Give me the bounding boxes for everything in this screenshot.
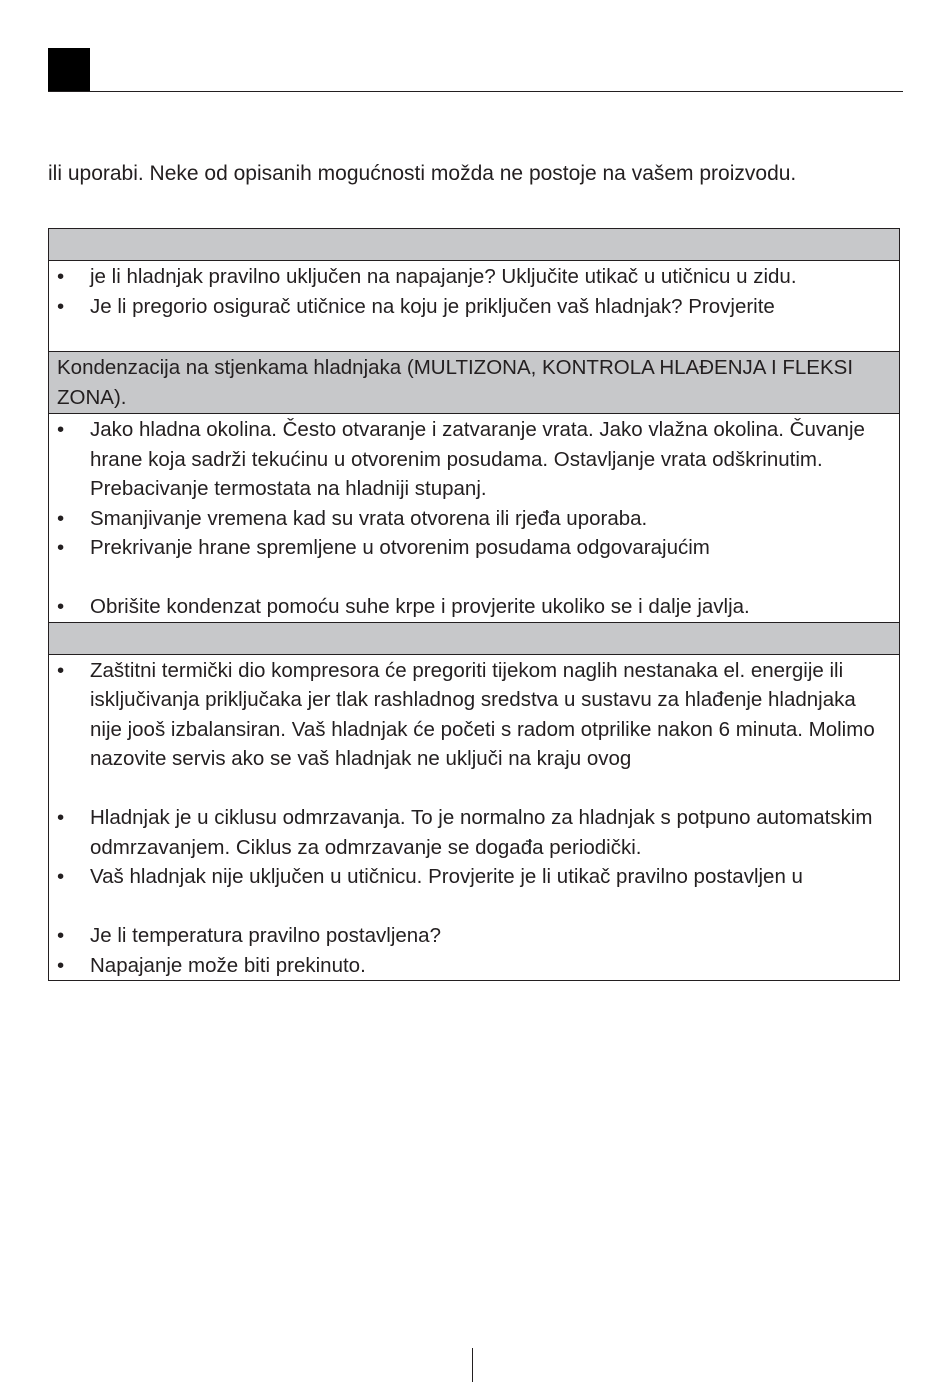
bullet: • [57, 953, 65, 977]
bullet: • [57, 294, 65, 318]
bullet: • [57, 806, 65, 829]
bullet: • [57, 924, 65, 947]
bullet: • [57, 418, 65, 441]
bullet: • [57, 658, 65, 682]
list-item-text: Vaš hladnjak nije uključen u utičnicu. Provjerite je li utikač pravilno postavljen u [90, 865, 803, 888]
list-item-text: Je li temperatura pravilno postavljena? [90, 924, 441, 947]
bullet: • [57, 595, 65, 618]
blank-line [49, 892, 899, 922]
section-heading-3 [49, 623, 899, 655]
list-item [49, 862, 899, 892]
section-heading-1 [49, 229, 899, 261]
list-item-text: Napajanje može biti prekinuto. [90, 953, 366, 977]
list-item-text: Zaštitni termički dio kompresora će pregoriti tijekom naglih nestanaka el. energije ili isključivanja priključaka jer tlak rashladnog sredstva u sustavu za hlađenje hladnjaka nije jooš izbalansiran. Vaš hladnjak će početi s radom otprilike nakon 6 minuta. Molimo nazovite servis ako se vaš hladnjak ne uključi na kraju ovog [90, 658, 875, 770]
list-item [49, 292, 899, 322]
list-item-text: Hladnjak je u ciklusu odmrzavanja. To je normalno za hladnjak s potpuno automatskim odmrzavanjem. Ciklus za odmrzavanje se događa periodički. [90, 806, 873, 859]
list-item [49, 951, 899, 981]
list-item [49, 803, 899, 862]
blank-line [49, 563, 899, 593]
section-body-3 [49, 655, 899, 981]
section-heading-2: Kondenzacija na stjenkama hladnjaka (MULTIZONA, KONTROLA HLAĐENJA I FLEKSI ZONA). [49, 352, 899, 414]
bullet: • [57, 506, 65, 530]
list-item-text: Jako hladna okolina. Često otvaranje i zatvaranje vrata. Jako vlažna okolina. Čuvanje hrane koja sadrži tekućinu u otvorenim posudama. Ostavljanje vrata odškrinutim. Prebacivanje termostata na hladniji stupanj. [90, 418, 865, 500]
bullet: • [57, 265, 65, 288]
list-item [49, 656, 899, 774]
blank-line [49, 774, 899, 804]
section-body-2 [49, 414, 899, 623]
intro-paragraph: ili uporabi. Neke od opisanih mogućnosti možda ne postoje na vašem proizvodu. [48, 162, 797, 185]
header-rule [48, 91, 903, 92]
list-item-text: Je li pregorio osigurač utičnice na koju je priključen vaš hladnjak? Provjerite [90, 294, 775, 318]
list-item [49, 533, 899, 563]
bullet: • [57, 865, 65, 888]
page-divider-mark [472, 1348, 473, 1382]
bullet: • [57, 536, 65, 559]
list-item-text: Prekrivanje hrane spremljene u otvorenim posudama odgovarajućim [90, 536, 710, 559]
list-item-text: Obrišite kondenzat pomoću suhe krpe i provjerite ukoliko se i dalje javlja. [90, 595, 750, 618]
list-item [49, 921, 899, 951]
section-body-1 [49, 261, 899, 352]
list-item [49, 262, 899, 292]
troubleshooting-table [48, 228, 900, 981]
list-item-text: je li hladnjak pravilno uključen na napajanje? Uključite utikač u utičnicu u zidu. [90, 265, 797, 288]
section-marker-block [48, 48, 90, 91]
list-item-text: Smanjivanje vremena kad su vrata otvorena ili rjeđa uporaba. [90, 506, 648, 530]
list-item [49, 592, 899, 622]
list-item [49, 504, 899, 534]
list-item [49, 415, 899, 504]
